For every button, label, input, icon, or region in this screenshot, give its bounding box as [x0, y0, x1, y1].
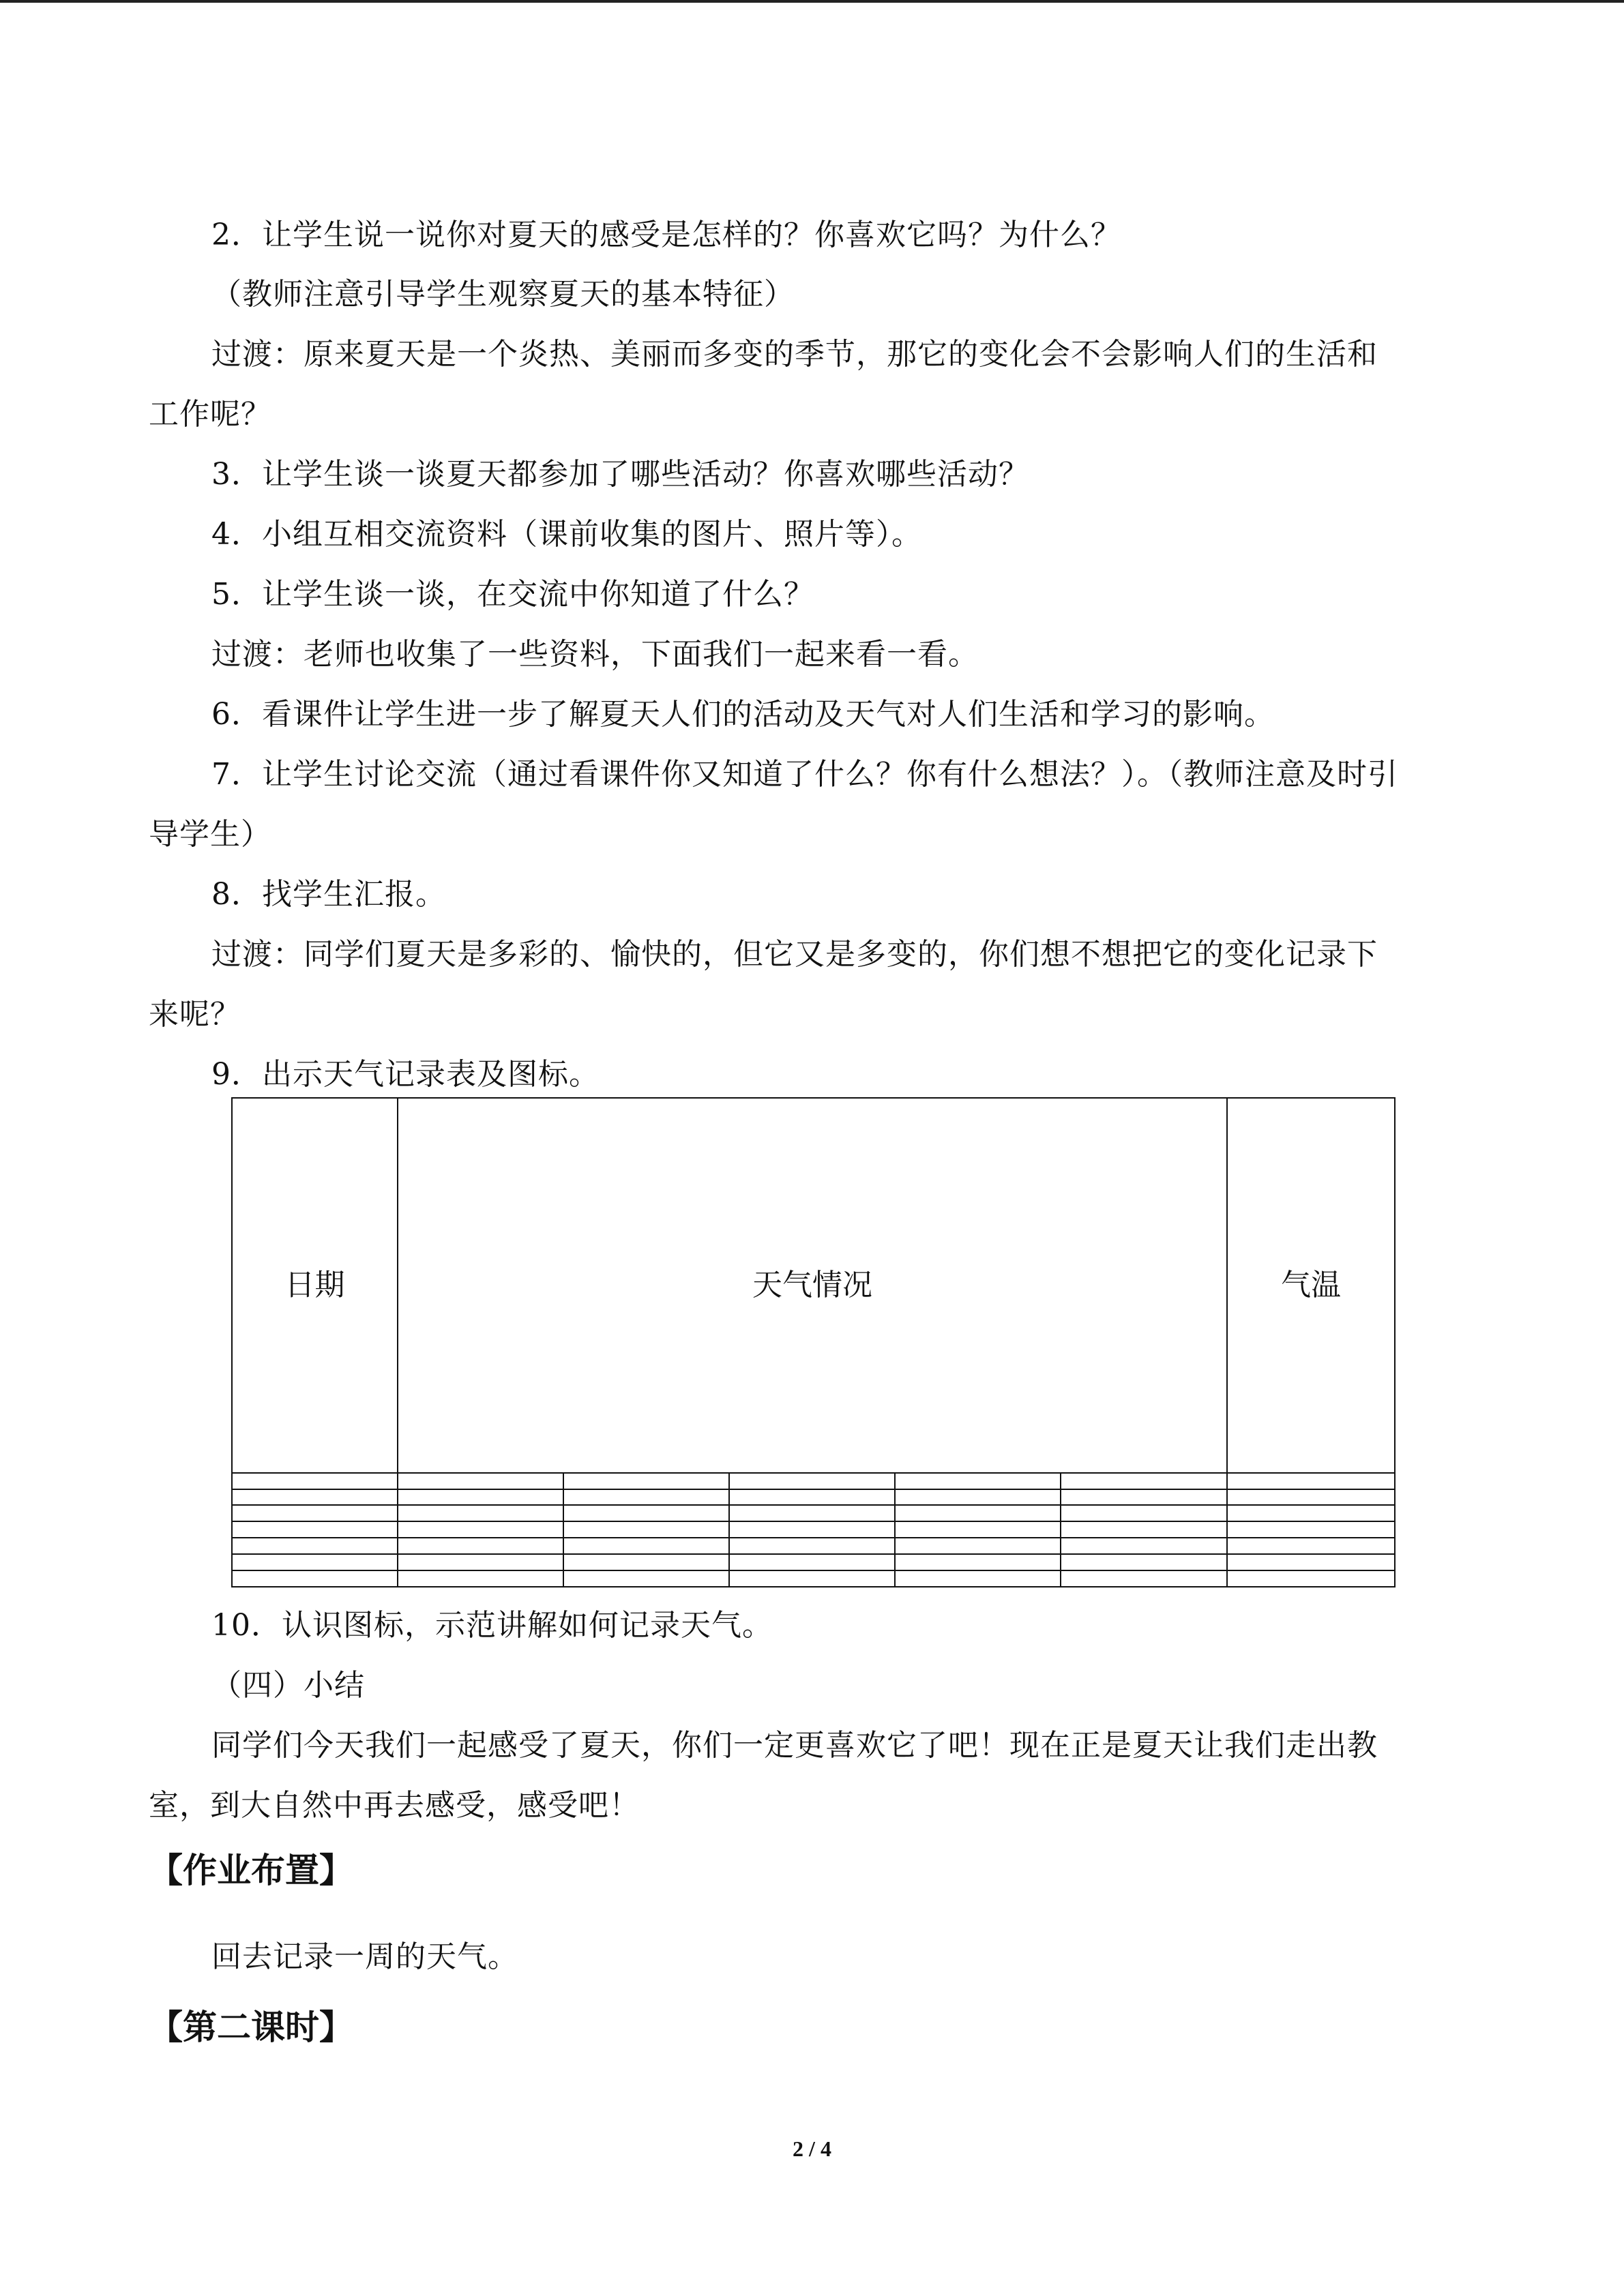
- paragraph-item-10: 10．认识图标，示范讲解如何记录天气。: [211, 1608, 773, 1643]
- table-cell: [563, 1554, 729, 1570]
- table-cell: [1227, 1489, 1395, 1506]
- table-cell: [563, 1473, 729, 1489]
- weather-record-table: [231, 1097, 1396, 1587]
- table-cell: [1227, 1505, 1395, 1521]
- summary-line-1: 同学们今天我们一起感受了夏天，你们一定更喜欢它了吧！现在正是夏天让我们走出教: [211, 1728, 1378, 1763]
- transition-3-line-1: 过渡：同学们夏天是多彩的、愉快的，但它又是多变的，你们想不想把它的变化记录下: [211, 937, 1378, 972]
- table-cell: [729, 1554, 895, 1570]
- table-cell: [232, 1473, 398, 1489]
- transition-3-line-2: 来呢？: [149, 997, 241, 1032]
- table-row: [232, 1538, 1395, 1554]
- paragraph-item-4: 4．小组互相交流资料（课前收集的图片、照片等）。: [211, 517, 922, 552]
- table-cell: [398, 1505, 563, 1521]
- transition-1-line-1: 过渡：原来夏天是一个炎热、美丽而多变的季节，那它的变化会不会影响人们的生活和: [211, 337, 1378, 372]
- paragraph-item-7-line-2: 导学生）: [149, 817, 271, 852]
- table-cell: [1061, 1521, 1227, 1538]
- table-cell: [1227, 1554, 1395, 1570]
- paragraph-item-5: 5．让学生谈一谈，在交流中你知道了什么？: [211, 577, 814, 612]
- table-cell: [232, 1489, 398, 1506]
- homework-text: 回去记录一周的天气。: [211, 1939, 518, 1974]
- table-cell: [563, 1521, 729, 1538]
- table-row: [232, 1505, 1395, 1521]
- table-cell: [1061, 1505, 1227, 1521]
- table-cell: [563, 1538, 729, 1554]
- teacher-note: （教师注意引导学生观察夏天的基本特征）: [211, 277, 795, 312]
- table-cell: [232, 1554, 398, 1570]
- table-cell: [1227, 1473, 1395, 1489]
- table-cell: [1061, 1489, 1227, 1506]
- table-cell: [232, 1538, 398, 1554]
- table-cell: [729, 1489, 895, 1506]
- paragraph-item-9: 9．出示天气记录表及图标。: [211, 1057, 600, 1092]
- table-cell: [895, 1505, 1061, 1521]
- table-cell: [232, 1570, 398, 1587]
- header-temperature: 气温: [1227, 1098, 1395, 1473]
- paragraph-item-2: 2．让学生说一说你对夏天的感受是怎样的？你喜欢它吗？为什么？: [211, 218, 1121, 252]
- page-number: 2 / 4: [793, 2136, 831, 2161]
- table-cell: [398, 1489, 563, 1506]
- table-cell: [232, 1505, 398, 1521]
- table-cell: [398, 1521, 563, 1538]
- table-cell: [398, 1473, 563, 1489]
- table-row: [232, 1473, 1395, 1489]
- table-cell: [1061, 1473, 1227, 1489]
- header-date: 日期: [232, 1098, 398, 1473]
- paragraph-item-3: 3．让学生谈一谈夏天都参加了哪些活动？你喜欢哪些活动？: [211, 457, 1029, 492]
- table-header-row: [232, 1098, 1395, 1473]
- table-cell: [563, 1505, 729, 1521]
- table-cell: [895, 1473, 1061, 1489]
- table-cell: [398, 1538, 563, 1554]
- table-cell: [729, 1538, 895, 1554]
- table-row: [232, 1554, 1395, 1570]
- table-cell: [895, 1521, 1061, 1538]
- transition-1-line-2: 工作呢？: [149, 397, 271, 432]
- table-cell: [398, 1554, 563, 1570]
- table-cell: [1227, 1521, 1395, 1538]
- paragraph-item-7-line-1: 7．让学生讨论交流（通过看课件你又知道了什么？你有什么想法？）。（教师注意及时引: [211, 757, 1398, 792]
- table-cell: [232, 1521, 398, 1538]
- table-cell: [1061, 1538, 1227, 1554]
- table-cell: [398, 1570, 563, 1587]
- table-cell: [729, 1505, 895, 1521]
- transition-2: 过渡：老师也收集了一些资料，下面我们一起来看一看。: [211, 637, 979, 672]
- paragraph-item-8: 8．找学生汇报。: [211, 877, 446, 912]
- table-cell: [729, 1521, 895, 1538]
- table-cell: [1227, 1570, 1395, 1587]
- table-cell: [895, 1570, 1061, 1587]
- second-lesson-heading: 【第二课时】: [149, 2008, 353, 2047]
- table-cell: [563, 1489, 729, 1506]
- table-cell: [1061, 1570, 1227, 1587]
- table-cell: [1061, 1554, 1227, 1570]
- table-cell: [895, 1538, 1061, 1554]
- homework-heading: 【作业布置】: [149, 1851, 353, 1890]
- table-cell: [895, 1554, 1061, 1570]
- table-cell: [729, 1570, 895, 1587]
- section-summary-heading: （四）小结: [211, 1668, 365, 1703]
- table-row: [232, 1521, 1395, 1538]
- table-cell: [1227, 1538, 1395, 1554]
- table-cell: [729, 1473, 895, 1489]
- paragraph-item-6: 6．看课件让学生进一步了解夏天人们的活动及天气对人们生活和学习的影响。: [211, 697, 1275, 732]
- header-weather: 天气情况: [398, 1098, 1227, 1473]
- table-row: [232, 1570, 1395, 1587]
- table-cell: [563, 1570, 729, 1587]
- summary-line-2: 室，到大自然中再去感受，感受吧！: [149, 1788, 640, 1823]
- table-cell: [895, 1489, 1061, 1506]
- table-row: [232, 1489, 1395, 1506]
